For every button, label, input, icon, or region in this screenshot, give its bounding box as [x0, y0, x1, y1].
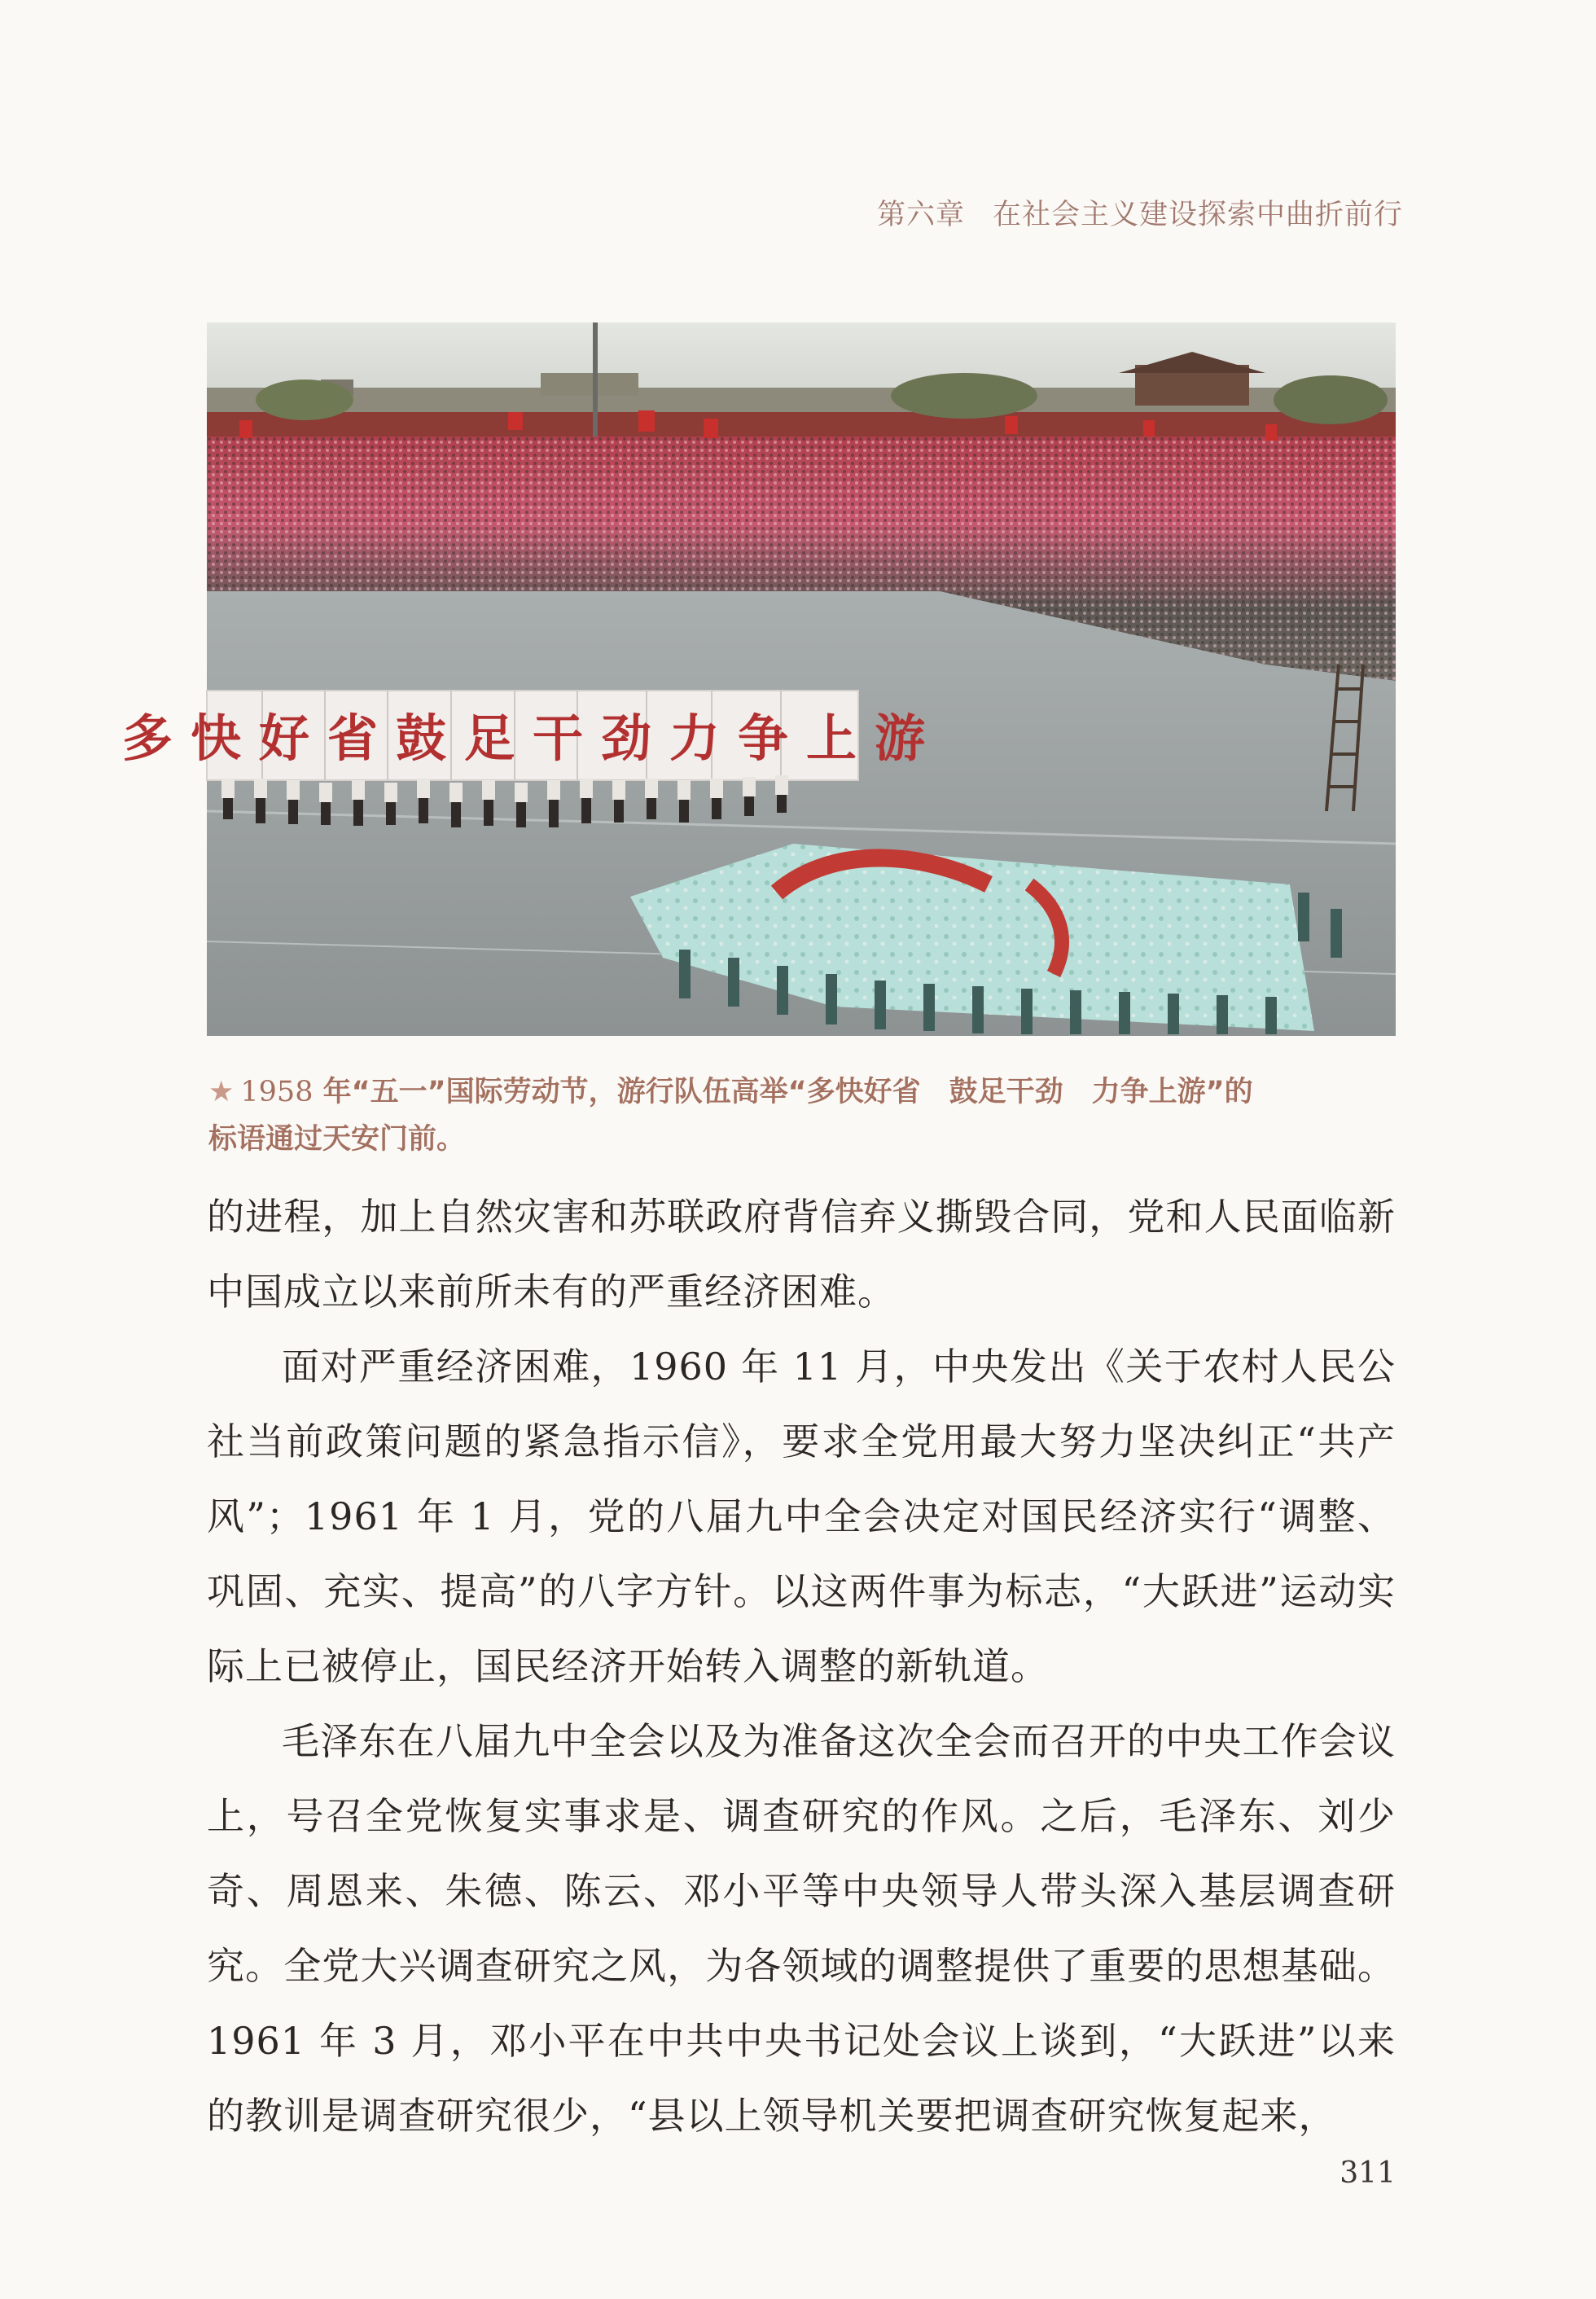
paragraph-3: 毛泽东在八届九中全会以及为准备这次全会而召开的中央工作会议上，号召全党恢复实事求是、调查研究的作风。之后，毛泽东、刘少奇、周恩来、朱德、陈云、邓小平等中央领导人带头深入基层调查研究。全党大兴调查研究之风，为各领域的调整提供了重要的思想基础。1961 年 3 月，邓小平在中共中央书记处会议上谈到，“大跃进”以来的教训是调查研究很少，“县以上领导机关要把调查研究恢复起来，	[207, 1719, 1396, 2138]
paragraph-2: 面对严重经济困难，1960 年 11 月，中央发出《关于农村人民公社当前政策问题的紧急指示信》，要求全党用最大努力坚决纠正“共产风”；1961 年 1 月，党的八届九中全会决定对国民经济实行“调整、巩固、充实、提高”的八字方针。以这两件事为标志，“大跃进”运动实际上已被停止，国民经济开始转入调整的新轨道。	[207, 1345, 1396, 1688]
running-header	[877, 192, 1403, 233]
chapter-title: 在社会主义建设探索中曲折前行	[992, 199, 1403, 231]
photo-caption	[208, 1068, 1397, 1163]
caption-line-2: 标语通过天安门前。	[208, 1123, 466, 1156]
paragraph-1: 的进程，加上自然灾害和苏联政府背信弃义撕毁合同，党和人民面临新中国成立以来前所未有的严重经济困难。	[207, 1195, 1396, 1314]
caption-line-1: 年“五一”国际劳动节，游行队伍高举“多快好省 鼓足干劲 力争上游”的	[313, 1076, 1253, 1108]
slogan-banner	[122, 691, 943, 780]
chapter-number: 第六章	[876, 199, 965, 231]
banner-text: 多快好省鼓足干劲力争上游	[121, 709, 944, 768]
parade-photo	[121, 322, 1396, 1036]
page-number: 311	[1340, 2156, 1396, 2190]
caption-year: 1958	[240, 1076, 314, 1108]
star-icon: ★	[208, 1076, 235, 1108]
body-text	[207, 1179, 1396, 2153]
